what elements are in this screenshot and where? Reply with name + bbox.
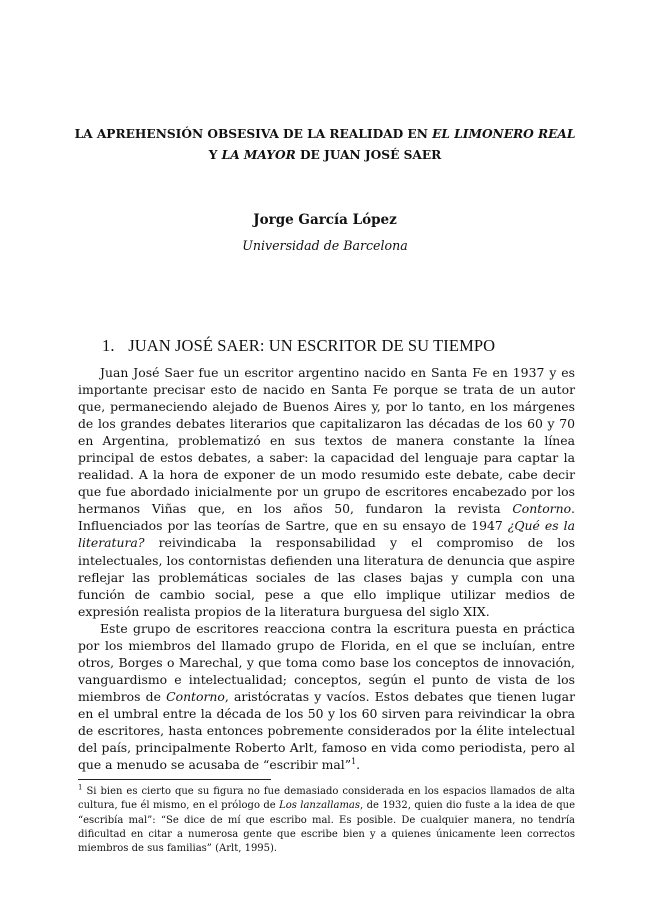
paragraph-text: . Influenciados por las teorías de Sartre, que en su ensayo de 1947 xyxy=(78,501,575,534)
title-line-2 xyxy=(0,145,650,166)
article-title xyxy=(0,124,650,166)
section-title: JUAN JOSÉ SAER: UN ESCRITOR DE SU TIEMPO xyxy=(128,336,496,355)
italic-title: Los lanzallamas xyxy=(279,800,361,812)
paragraph xyxy=(78,364,575,620)
paragraph-text: , aristócratas y vacíos. Estos debates que tienen lugar en el umbral entre la década de los 50 y los 60 sirven para reivindicar la obra de escritores, hasta entonces pobremente considerados por la élite intelectual del país, principalmente Roberto Arlt, famoso en vida como periodista, pero al que a menudo se acusaba de “escribir mal” xyxy=(78,688,575,773)
section-number: 1. xyxy=(102,336,115,355)
title-text: DE JUAN JOSÉ SAER xyxy=(295,148,442,162)
title-text: Y xyxy=(208,148,222,162)
title-italic-work: LA MAYOR xyxy=(221,148,296,162)
body-text xyxy=(78,364,575,773)
italic-title: ¿Qué es la literatura? xyxy=(78,518,575,551)
author-affiliation: Universidad de Barcelona xyxy=(242,238,408,253)
footnote-reference[interactable]: 1 xyxy=(351,756,357,766)
author-name: Jorge García López xyxy=(253,212,397,228)
title-italic-work: EL LIMONERO REAL xyxy=(432,127,576,141)
paragraph xyxy=(78,620,575,773)
paragraph-text: reivindicaba la responsabilidad y el compromiso de los intelectuales, los contornistas defienden una literatura de denuncia que aspire reflejar las problemáticas sociales de las clases bajas y cumpla con una función de cambio social, pese a que ello implique utilizar medios de expresión realista propios de la literatura burguesa del siglo XIX. xyxy=(78,535,575,619)
paragraph-text: . xyxy=(356,757,361,773)
paragraph-text: Este grupo de escritores reacciona contra la escritura puesta en práctica por los miembros del llamado grupo de Florida, en el que se incluían, entre otros, Borges o Marechal, y que toma como base los conceptos de innovación, vanguardismo e intelectualidad; conceptos, según el punto de vista de los miembros de xyxy=(78,620,575,704)
italic-title: Contorno xyxy=(512,501,572,517)
italic-title: Contorno xyxy=(166,688,225,704)
footnote-marker: 1 xyxy=(78,783,83,792)
paragraph-text: Juan José Saer fue un escritor argentino nacido en Santa Fe en 1937 y es importante precisar esto de nacido en Santa Fe porque se trata de un autor que, permaneciendo alejado de Buenos Aires y, por lo tanto, en los márgenes de los grandes debates literarios que capitalizaron las décadas de los 60 y 70 en Argentina, problematizó en sus textos de manera constante la línea principal de estos debates, a saber: la capacidad del lenguaje para captar la realidad. A la hora de exponer de un modo resumido este debate, cabe decir que fue abordado inicialmente por un grupo de escritores encabezado por los hermanos Viñas que, en los años 50, fundaron la revista xyxy=(78,365,575,517)
footnote-text: Si bien es cierto que su figura no fue demasiado considerada en los espacios llamados de alta cultura, fue él mismo, en el prólogo de xyxy=(78,786,575,812)
title-text: LA APREHENSIÓN OBSESIVA DE LA REALIDAD EN xyxy=(74,127,433,141)
footnote-divider xyxy=(78,779,271,780)
footnote-text: , de 1932, quien dio fuste a la idea de que “escribía mal”: “Se dice de mí que escribo mal. Es posible. De cualquier manera, no tendría dificultad en citar a numerosa gente que escribe bien y a quienes únicamente leen correctos miembros de sus familias” (Arlt, 1995). xyxy=(78,800,575,855)
title-line-1 xyxy=(0,124,650,145)
section-heading xyxy=(102,336,495,356)
footnote xyxy=(78,785,575,856)
